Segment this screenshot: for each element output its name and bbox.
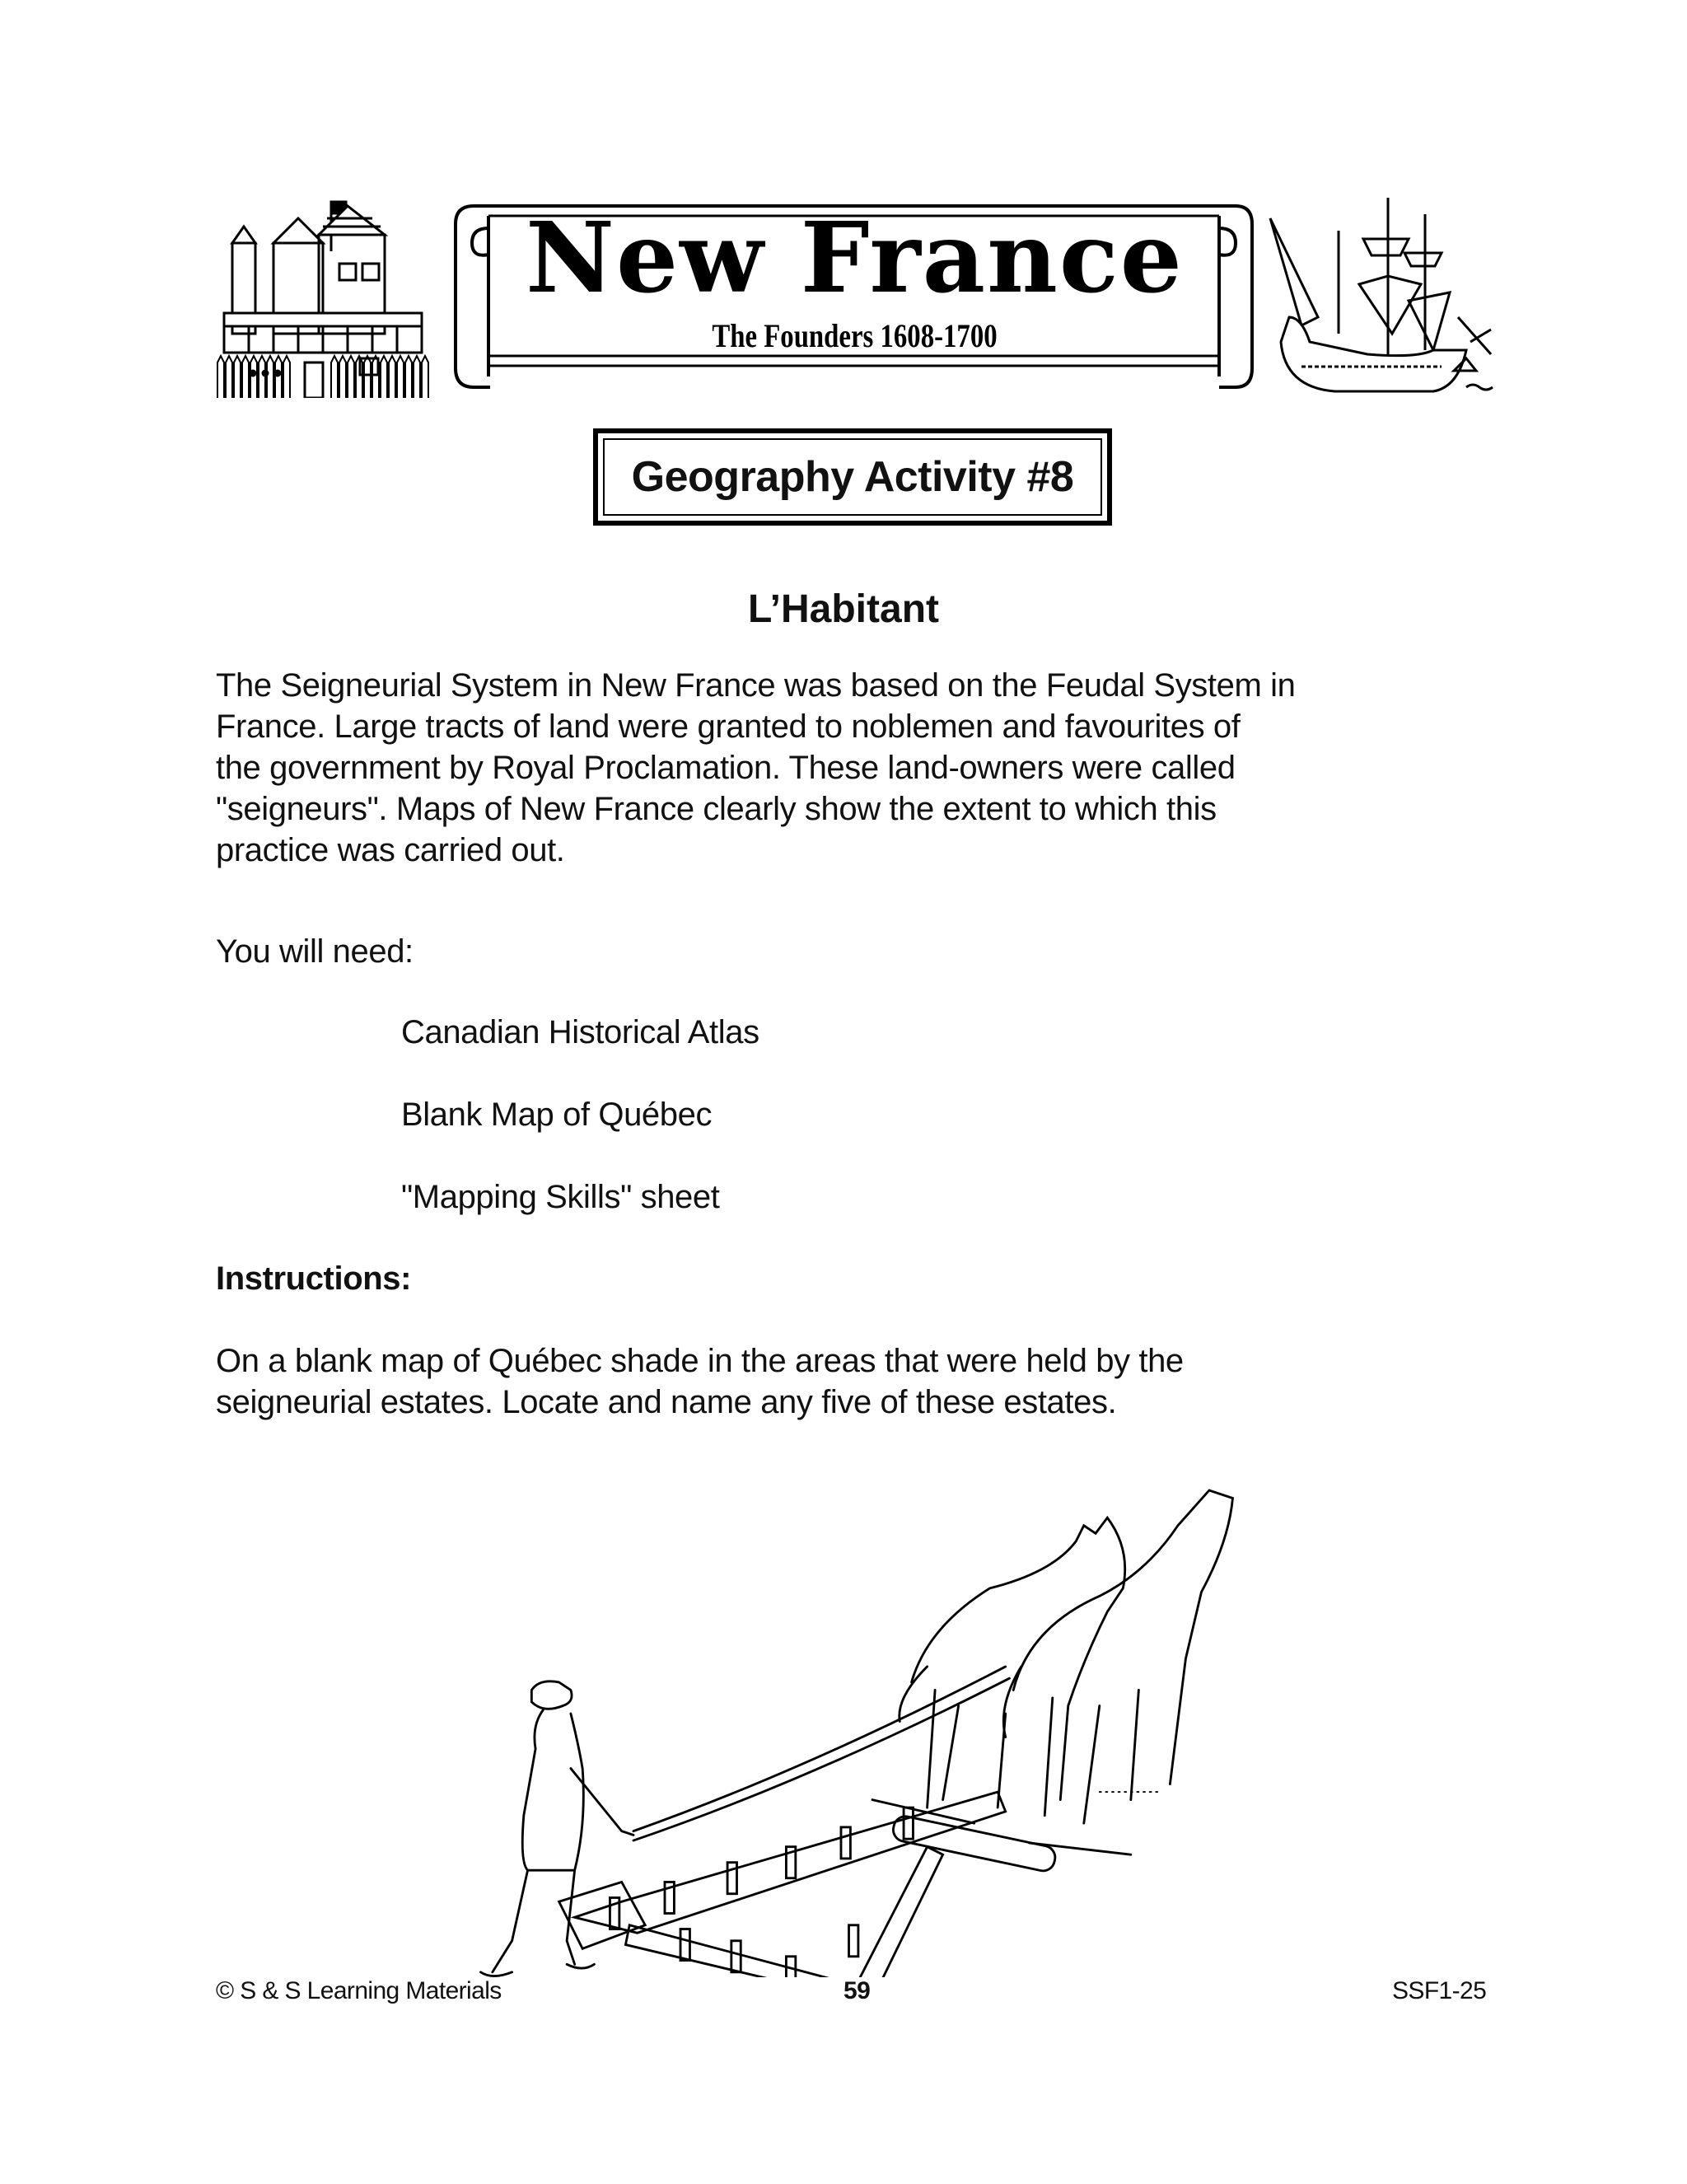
materials-item: Canadian Historical Atlas — [401, 1014, 759, 1050]
footer-code: SSF1-25 — [1392, 1977, 1487, 2004]
habitant-harrow-illustration — [457, 1450, 1256, 1977]
page-subtitle: The Founders 1608-1700 — [712, 317, 998, 354]
intro-line: the government by Royal Proclamation. These land-owners were called — [216, 750, 1236, 786]
materials-item: "Mapping Skills" sheet — [401, 1179, 720, 1215]
section-heading: L’Habitant — [747, 587, 939, 631]
intro-line: practice was carried out. — [216, 832, 565, 868]
instructions-line: On a blank map of Québec shade in the areas that were held by the — [216, 1343, 1184, 1379]
sailing-ship-illustration — [1269, 194, 1495, 398]
instructions-label: Instructions: — [216, 1260, 412, 1297]
activity-label: Geography Activity #8 — [631, 453, 1074, 501]
activity-badge — [593, 428, 1112, 526]
footer-page-number: 59 — [844, 1977, 871, 2004]
page-title: New France — [526, 200, 1184, 315]
intro-line: The Seigneurial System in New France was based on the Feudal System in — [216, 667, 1296, 704]
instructions-line: seigneurial estates. Locate and name any five of these estates. — [216, 1384, 1117, 1420]
footer-copyright: © S & S Learning Materials — [216, 1977, 502, 2004]
materials-item: Blank Map of Québec — [401, 1097, 713, 1133]
intro-line: France. Large tracts of land were granted to noblemen and favourites of — [216, 709, 1241, 745]
title-banner — [449, 191, 1260, 393]
intro-line: "seigneurs". Maps of New France clearly show the extent to which this — [216, 791, 1217, 827]
fort-house-illustration — [216, 194, 437, 398]
materials-label: You will need: — [216, 933, 414, 970]
